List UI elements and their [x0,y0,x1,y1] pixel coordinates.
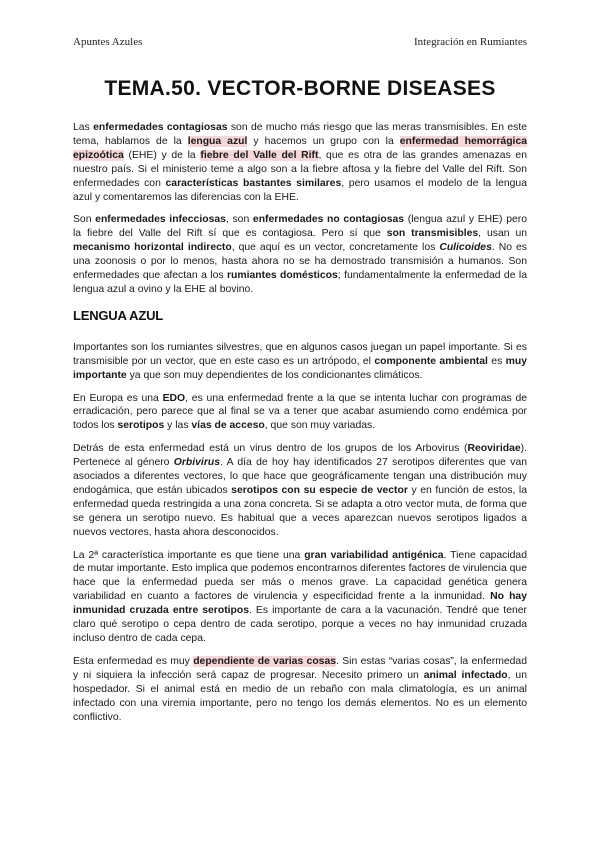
header-left: Apuntes Azules [73,36,143,48]
page-title: TEMA.50. VECTOR-BORNE DISEASES [104,77,496,100]
paragraph-virus: Detrás de esta enfermedad está un virus dentro de los grupos de los Arbovirus (Reoviridae). Pertenece al género Orbivirus. A día de hoy hay identificados 27 serotipos diferentes que van asociados a diferentes vectores, lo que hace que geográficamente tengan una distribución muy endogámica, que están ubicados serotipos con su especie de vector y en función de estos, la enfermedad queda restringida a una zona concreta. Si se adapta a otro vector muta, de forma que se genera un serotipo nuevo. Es habitual que a veces aparezcan nuevos serotipos ligados a nuevos vectores, hasta ahora desconocidos. [73,443,527,538]
paragraph-wild-ruminants: Importantes son los rumiantes silvestres, que en algunos casos juegan un papel importante. Si es transmisible por un vector, que en este caso es un artrópodo, el componente ambiental es muy importante ya que son muy dependientes de los condicionantes climáticos. [73,341,528,381]
section-heading: LENGUA AZUL [73,307,163,323]
paragraph-dependencies: Esta enfermedad es muy dependiente de varias cosas. Sin estas “varias cosas”, la enfermedad y ni siquiera la infección será capaz de progresar. Necesito primero un animal infectado, un hospedador. Si el animal está en medio de un rebaño con mala climatología, es un animal infectado con una viremia importante, pero no tengo los demás elementos. No es un elemento conflictivo. [73,655,527,723]
paragraph-europe: En Europa es una EDO, es una enfermedad frente a la que se intenta luchar con programas de erradicación, pero parece que al final se va a tener que acabar asumiendo como endémica por todos los serotipos y las vías de acceso, que son muy variadas. [73,392,527,432]
paragraph-variability: La 2ª característica importante es que tiene una gran variabilidad antigénica. Tiene capacidad de mutar importante. Esto implica que podemos encontrarnos diferentes factores de virulencia que hace que la enfermedad pueda ser más o menos grave. La capacidad genética genera variabilidad en cuanto a factores de virulencia y especificidad frente a la inmunidad. No hay inmunidad cruzada entre serotipos. Es importante de cara a la vacunación. Tendré que tener claro qué serotipo o cepa dentro de cada serotipo, porque a veces no hay inmunidad cruzada incluso dentro de cada cepa. [73,549,527,644]
paragraph-intro: Las enfermedades contagiosas son de mucho más riesgo que las meras transmisibles. En este tema, hablamos de la lengua azul y hacemos un grupo con la enfermedad hemorrágica epizoótica (EHE) y de la fiebre del Valle del Rift, que es otra de las grandes amenazas en nuestro país. Si el ministerio teme a algo son a la fiebre aftosa y la fiebre del Valle del Rift. Son enfermedades con características bastantes similares, pero usamos el modelo de la lengua azul y comentaremos las diferencias con la EHE. [73,122,528,203]
document-body [73,121,527,733]
page-header [73,36,527,48]
header-right: Integración en Rumiantes [413,36,527,48]
paragraph-infectious: Son enfermedades infecciosas, son enfermedades no contagiosas (lengua azul y EHE) pero la fiebre del Valle del Rift sí que es contagiosa. Pero sí que son transmisibles, usan un mecanismo horizontal indirecto, que aquí es un vector, concretamente los Culicoides. No es una zoonosis o por lo menos, hasta ahora no se ha demostrado transmisión a humanos. Son enfermedades que afectan a los rumiantes domésticos; fundamentalmente la enfermedad de la lengua azul a ovino y la EHE al bovino. [73,214,528,295]
